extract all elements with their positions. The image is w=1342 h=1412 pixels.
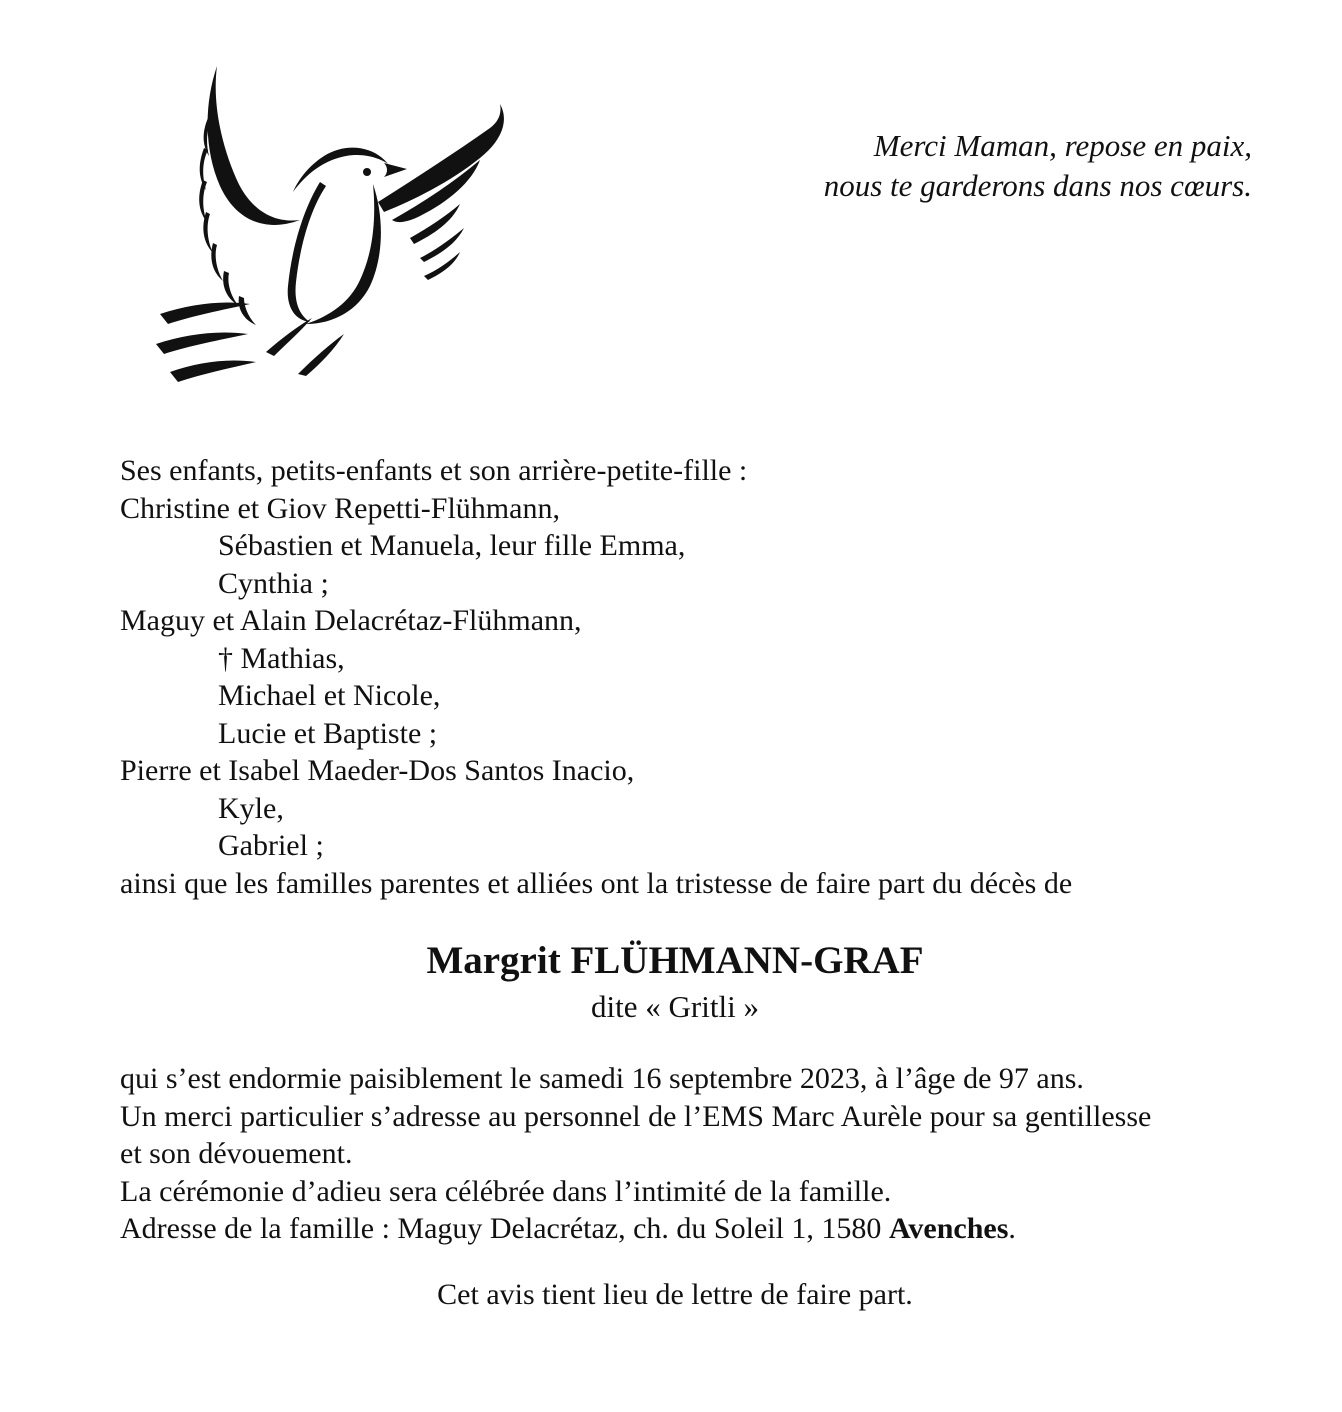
family-list: [120, 452, 1260, 902]
detail-line: La cérémonie d’adieu sera célébrée dans l’intimité de la famille.: [120, 1174, 892, 1208]
family-line: † Mathias,: [218, 641, 345, 675]
family-line: Gabriel ;: [218, 829, 324, 862]
epigraph-line-2: nous te garderons dans nos cœurs.: [823, 168, 1252, 203]
deceased-name: Margrit FLÜHMANN-GRAF: [426, 939, 924, 982]
family-line: Sébastien et Manuela, leur fille Emma,: [218, 529, 686, 562]
dove-illustration: [148, 52, 548, 402]
detail-line: qui s’est endormie paisiblement le samedi 16 septembre 2023, à l’âge de 97 ans.: [120, 1062, 1084, 1095]
detail-line: Un merci particulier s’adresse au personnel de l’EMS Marc Aurèle pour sa gentillesse: [120, 1099, 1152, 1133]
epigraph-line-1: Merci Maman, repose en paix,: [873, 128, 1252, 163]
address-suffix: .: [1008, 1212, 1016, 1245]
family-line: Michael et Nicole,: [218, 679, 441, 712]
address-line: [120, 1210, 1260, 1248]
address-prefix: Adresse de la famille : Maguy Delacrétaz, ch. du Soleil 1, 1580: [120, 1212, 889, 1245]
address-city: Avenches: [888, 1212, 1009, 1245]
deceased-name-block: [120, 936, 1230, 1028]
family-line: ainsi que les familles parentes et alliées ont la tristesse de faire part du décès de: [120, 866, 1073, 900]
epigraph: [824, 126, 1252, 206]
family-line: Lucie et Baptiste ;: [218, 716, 438, 750]
detail-line: et son dévouement.: [120, 1137, 353, 1170]
details-section: [120, 1060, 1260, 1248]
family-line: Pierre et Isabel Maeder-Dos Santos Inacio,: [120, 754, 635, 787]
family-line: Christine et Giov Repetti-Flühmann,: [120, 491, 560, 525]
closing-line: Cet avis tient lieu de lettre de faire part.: [437, 1278, 913, 1311]
family-line: Kyle,: [218, 791, 284, 825]
family-line: Cynthia ;: [218, 566, 329, 600]
dove-icon: [148, 52, 548, 402]
family-line: Ses enfants, petits-enfants et son arrière-petite-fille :: [120, 454, 748, 487]
deceased-nickname: dite « Gritli »: [591, 989, 759, 1024]
family-line: Maguy et Alain Delacrétaz-Flühmann,: [120, 604, 582, 637]
